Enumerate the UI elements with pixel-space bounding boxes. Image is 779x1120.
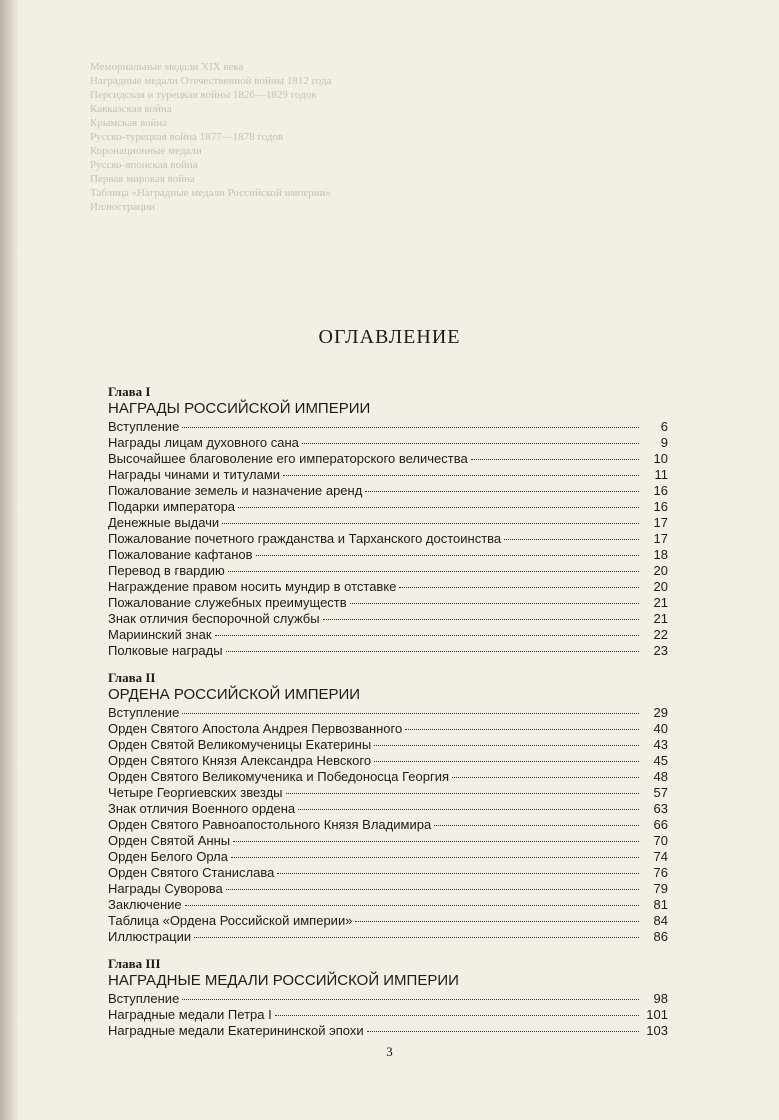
entry-page: 45 [653, 753, 668, 768]
toc-entry [108, 705, 668, 721]
entry-page: 57 [653, 785, 668, 800]
entry-title: Пожалование земель и назначение аренд [108, 483, 363, 498]
chapter-title: НАГРАДЫ РОССИЙСКОЙ ИМПЕРИИ [108, 400, 371, 417]
entry-title: Вступление [108, 419, 180, 434]
toc-entry [108, 435, 668, 451]
ghost-line: Персидская и турецкая войны 1826—1829 годов [90, 89, 317, 101]
dot-leader [471, 459, 639, 460]
ghost-line: Мемориальные медали XIX века [90, 61, 244, 73]
page-number: 3 [386, 1044, 393, 1059]
toc-entry [108, 721, 668, 737]
toc-entry [108, 881, 668, 897]
toc-entry [108, 499, 668, 515]
entry-title: Орден Святого Апостола Андрея Первозванного [108, 721, 403, 736]
toc-title: ОГЛАВЛЕНИЕ [318, 326, 461, 348]
entry-page: 16 [653, 483, 668, 498]
dot-leader [298, 809, 639, 810]
toc-entry [108, 769, 668, 785]
dot-leader [226, 651, 639, 652]
ghost-line: Русско-турецкая война 1877—1878 годов [90, 131, 284, 143]
entry-page: 9 [660, 435, 668, 450]
entry-title: Награждение правом носить мундир в отставке [108, 579, 397, 594]
entry-page: 101 [646, 1007, 668, 1022]
ghost-line: Коронационные медали [90, 145, 202, 157]
toc-entry [108, 897, 668, 913]
toc-entry [108, 579, 668, 595]
dot-leader [275, 1015, 639, 1016]
ghost-line: Крымская война [90, 117, 168, 129]
entry-page: 23 [653, 643, 668, 658]
toc-entry [108, 1023, 668, 1039]
toc-entry [108, 849, 668, 865]
entry-title: Знак отличия беспорочной службы [108, 611, 320, 626]
toc-entry [108, 991, 668, 1007]
entry-title: Таблица «Ордена Российской империи» [108, 913, 353, 928]
dot-leader [323, 619, 639, 620]
toc-entry [108, 753, 668, 769]
dot-leader [238, 507, 639, 508]
entry-page: 17 [653, 531, 668, 546]
entry-page: 63 [653, 801, 668, 816]
toc-entry [108, 515, 668, 531]
toc-entry [108, 833, 668, 849]
entry-title: Высочайшее благоволение его императорского величества [108, 451, 468, 466]
entry-page: 29 [653, 705, 668, 720]
toc-entry [108, 785, 668, 801]
toc-entry [108, 1007, 668, 1023]
entry-title: Орден Святого Равноапостольного Князя Владимира [108, 817, 432, 832]
entry-title: Пожалование почетного гражданства и Тарханского достоинства [108, 531, 502, 546]
entry-page: 22 [653, 627, 668, 642]
entry-title: Наградные медали Петра I [108, 1007, 272, 1022]
entry-page: 20 [653, 563, 668, 578]
toc-entry [108, 611, 668, 627]
chapter-label: Глава III [108, 956, 161, 971]
dot-leader [350, 603, 639, 604]
entry-title: Орден Святого Великомученика и Победоносца Георгия [108, 769, 450, 784]
entry-title: Иллюстрации [108, 929, 192, 944]
chapter-label: Глава I [108, 384, 151, 399]
dot-leader [355, 921, 639, 922]
toc-entry [108, 483, 668, 499]
entry-title: Награды лицам духовного сана [108, 435, 299, 450]
entry-page: 86 [653, 929, 668, 944]
entry-title: Орден Святой Великомученицы Екатерины [108, 737, 372, 752]
entry-page: 20 [653, 579, 668, 594]
toc-entry [108, 531, 668, 547]
toc-entry [108, 451, 668, 467]
ghost-line: Иллюстрации [90, 201, 156, 213]
toc-entry [108, 737, 668, 753]
entry-title: Четыре Георгиевских звезды [108, 785, 283, 800]
entry-page: 66 [653, 817, 668, 832]
dot-leader [182, 713, 639, 714]
entry-title: Заключение [108, 897, 182, 912]
dot-leader [367, 1031, 639, 1032]
dot-leader [182, 999, 639, 1000]
dot-leader [194, 937, 639, 938]
binding-shadow [0, 0, 18, 1120]
entry-page: 84 [653, 913, 668, 928]
entry-title: Орден Белого Орла [108, 849, 228, 864]
chapter-title: ОРДЕНА РОССИЙСКОЙ ИМПЕРИИ [108, 686, 361, 703]
entry-page: 43 [653, 737, 668, 752]
entry-page: 40 [653, 721, 668, 736]
entry-title: Денежные выдачи [108, 515, 220, 530]
toc-entry [108, 817, 668, 833]
ghost-line: Кавказская война [90, 103, 172, 115]
toc-entry [108, 643, 668, 659]
dot-leader [185, 905, 639, 906]
entry-title: Награды Суворова [108, 881, 223, 896]
entry-title: Подарки императора [108, 499, 236, 514]
entry-page: 10 [653, 451, 668, 466]
dot-leader [302, 443, 639, 444]
entry-title: Полковые награды [108, 643, 223, 658]
ghost-line: Наградные медали Отечественной войны 1812 года [90, 75, 332, 87]
toc-entry [108, 801, 668, 817]
toc-entry [108, 865, 668, 881]
toc-entry [108, 627, 668, 643]
dot-leader [283, 475, 639, 476]
entry-title: Орден Святого Князя Александра Невского [108, 753, 372, 768]
dot-leader [405, 729, 639, 730]
entry-page: 103 [646, 1023, 668, 1038]
dot-leader [374, 761, 639, 762]
ghost-line: Первая мировая война [90, 173, 195, 185]
entry-title: Награды чинами и титулами [108, 467, 281, 482]
entry-page: 76 [653, 865, 668, 880]
dot-leader [182, 427, 639, 428]
entry-page: 18 [653, 547, 668, 562]
entry-title: Орден Святой Анны [108, 833, 231, 848]
dot-leader [374, 745, 639, 746]
entry-page: 48 [653, 769, 668, 784]
chapter-title: НАГРАДНЫЕ МЕДАЛИ РОССИЙСКОЙ ИМПЕРИИ [108, 972, 459, 989]
entry-page: 21 [653, 611, 668, 626]
dot-leader [231, 857, 639, 858]
chapter-1 [108, 384, 668, 659]
entry-title: Вступление [108, 991, 180, 1006]
entry-page: 21 [653, 595, 668, 610]
dot-leader [365, 491, 639, 492]
dot-leader [228, 571, 639, 572]
dot-leader [226, 889, 639, 890]
dot-leader [452, 777, 639, 778]
dot-leader [233, 841, 639, 842]
toc-entry [108, 595, 668, 611]
entry-title: Перевод в гвардию [108, 563, 225, 578]
chapter-label: Глава II [108, 670, 156, 685]
chapter-2 [108, 670, 668, 945]
entry-title: Знак отличия Военного ордена [108, 801, 296, 816]
toc-entry [108, 929, 668, 945]
dot-leader [286, 793, 639, 794]
dot-leader [504, 539, 639, 540]
toc-entry [108, 563, 668, 579]
bleed-through-text [90, 60, 690, 214]
entry-page: 79 [653, 881, 668, 896]
entry-title: Вступление [108, 705, 180, 720]
dot-leader [215, 635, 639, 636]
dot-leader [222, 523, 639, 524]
entry-title: Наградные медали Екатерининской эпохи [108, 1023, 364, 1038]
entry-title: Мариинский знак [108, 627, 212, 642]
entry-page: 74 [653, 849, 668, 864]
entry-title: Пожалование служебных преимуществ [108, 595, 347, 610]
dot-leader [399, 587, 639, 588]
entry-title: Пожалование кафтанов [108, 547, 253, 562]
entry-page: 6 [660, 419, 668, 434]
dot-leader [256, 555, 639, 556]
entry-page: 70 [653, 833, 668, 848]
ghost-line: Таблица «Наградные медали Российской империи» [90, 187, 332, 199]
toc-entry [108, 913, 668, 929]
entry-page: 81 [653, 897, 668, 912]
entry-page: 17 [653, 515, 668, 530]
chapter-3 [108, 956, 668, 1039]
entry-page: 11 [654, 467, 668, 482]
entry-title: Орден Святого Станислава [108, 865, 275, 880]
dot-leader [434, 825, 639, 826]
dot-leader [277, 873, 639, 874]
entry-page: 16 [653, 499, 668, 514]
toc-entry [108, 419, 668, 435]
entry-page: 98 [653, 991, 668, 1006]
toc-entry [108, 467, 668, 483]
toc-entry [108, 547, 668, 563]
ghost-line: Русско-японская война [90, 159, 198, 171]
